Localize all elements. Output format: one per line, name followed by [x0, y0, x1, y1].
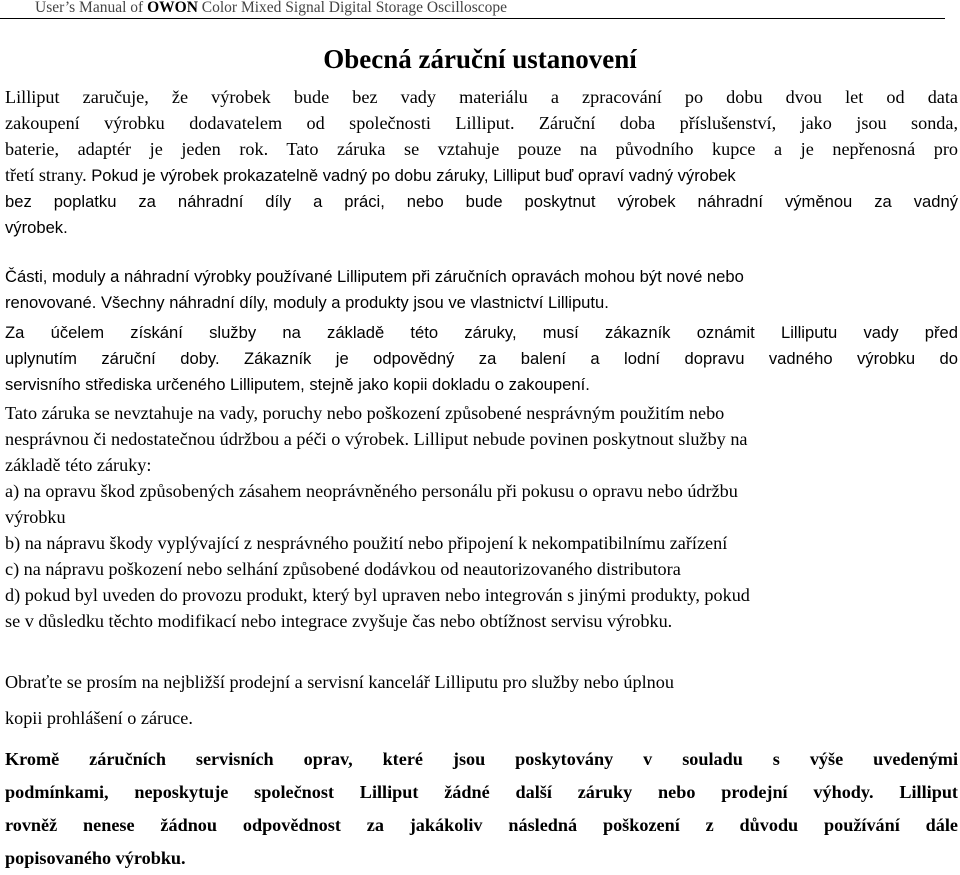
- paragraph-warranty-period: [5, 84, 958, 241]
- paragraph-line: uplynutím záruční doby. Zákazník je odpovědný za balení a lodní dopravu vadného výrobku do: [5, 349, 958, 368]
- paragraph-line: rovněž nenese žádnou odpovědnost za jakákoliv následná poškození z důvodu používání dále: [5, 815, 958, 835]
- exclusion-item-a: a) na opravu škod způsobených zásahem neoprávněného personálu při pokusu o opravu nebo údržbu: [5, 481, 738, 501]
- exclusion-item-b: b) na nápravu škody vyplývající z nesprávného použití nebo připojení k nekompatibilnímu zařízení: [5, 533, 728, 553]
- paragraph-obtaining-service: [5, 320, 958, 398]
- paragraph-line: bez poplatku za náhradní díly a práci, nebo bude poskytnut výrobek náhradní výměnou za vadný: [5, 192, 958, 211]
- exclusion-item-d: d) pokud byl uveden do provozu produkt, který byl upraven nebo integrován s jinými produkty, pokud: [5, 585, 750, 605]
- paragraph-line: Části, moduly a náhradní výrobky používané Lilliputem při záručních opravách mohou být nové nebo: [5, 267, 744, 286]
- paragraph-line: zakoupení výrobku dodavatelem od společnosti Lilliput. Záruční doba příslušenství, jako jsou sonda,: [5, 113, 958, 133]
- paragraph-line: Tato záruka se nevztahuje na vady, poruchy nebo poškození způsobené nesprávným použitím nebo: [5, 403, 725, 423]
- paragraph-replacement-parts: [5, 264, 958, 316]
- paragraph-line: výrobek.: [5, 218, 68, 237]
- paragraph-disclaimer: [5, 743, 958, 875]
- paragraph-line: renovované. Všechny náhradní díly, moduly a produkty jsou ve vlastnictví Lilliputu.: [5, 293, 609, 312]
- paragraph-line: popisovaného výrobku.: [5, 848, 186, 868]
- paragraph-line: baterie, adaptér je jeden rok. Tato záruka se vztahuje pouze na původního kupce a je nepřenosná pro: [5, 139, 958, 159]
- page-title: Obecná záruční ustanovení: [323, 44, 637, 74]
- paragraph-line-sans: Pokud je výrobek prokazatelně vadný po dobu záruky, Lilliput buď opraví vadný výrobek: [91, 166, 736, 185]
- exclusion-item-d-cont: se v důsledku těchto modifikací nebo integrace zvyšuje čas nebo obtížnost servisu výrobku.: [5, 611, 673, 631]
- paragraph-line-serif: třetí strany.: [5, 165, 87, 185]
- header-text: [35, 0, 507, 17]
- paragraph-line: Lilliput zaručuje, že výrobek bude bez vady materiálu a zpracování po dobu dvou let od data: [5, 87, 958, 107]
- header-suffix: Color Mixed Signal Digital Storage Oscilloscope: [197, 0, 507, 16]
- paragraph-line: Za účelem získání služby na základě této záruky, musí zákazník oznámit Lilliputu vady před: [5, 323, 958, 342]
- exclusion-item-a-cont: výrobku: [5, 507, 66, 527]
- header-brand: OWON: [147, 0, 198, 16]
- paragraph-line: základě této záruky:: [5, 455, 152, 475]
- paragraph-line: podmínkami, neposkytuje společnost Lilliput žádné další záruky nebo prodejní výhody. Lilliput: [5, 782, 958, 802]
- paragraph-line-mixed: [5, 162, 958, 189]
- paragraph-line: servisního střediska určeného Lilliputem, stejně jako kopii dokladu o zakoupení.: [5, 375, 590, 394]
- exclusion-item-c: c) na nápravu poškození nebo selhání způsobené dodávkou od neautorizovaného distributora: [5, 559, 681, 579]
- header-prefix: User’s Manual of: [35, 0, 148, 16]
- paragraph-line: nesprávnou či nedostatečnou údržbou a péči o výrobek. Lilliput nebude povinen poskytnout služby na: [5, 429, 748, 449]
- page-header: [0, 0, 945, 19]
- paragraph-line: kopii prohlášení o záruce.: [5, 708, 193, 728]
- paragraph-line: Obraťte se prosím na nejbližší prodejní a servisní kancelář Lilliputu pro služby nebo úplnou: [5, 672, 674, 692]
- paragraph-contact: [5, 664, 958, 736]
- paragraph-exclusions: [5, 400, 958, 634]
- paragraph-line: Kromě záručních servisních oprav, které jsou poskytovány v souladu s výše uvedenými: [5, 749, 958, 769]
